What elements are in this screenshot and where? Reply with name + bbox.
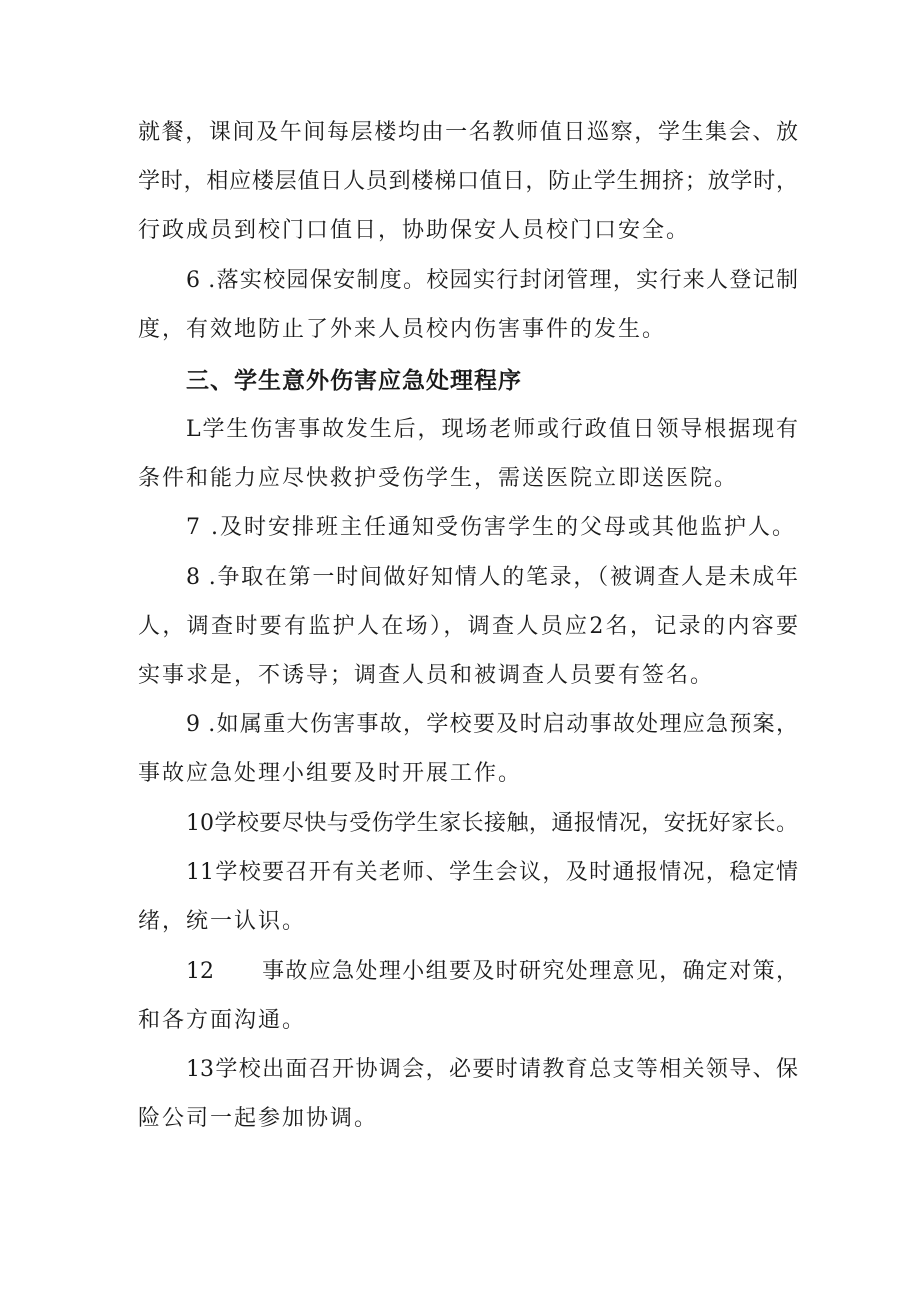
text-line: 条件和能力应尽快救护受伤学生，需送医院立即送医院。: [138, 466, 739, 491]
text-line: 就餐，课间及午间每层楼均由一名教师值日巡察，学生集会、放: [138, 120, 798, 145]
text-line: 学时，相应楼层值日人员到楼梯口值日，防止学生拥挤；放学时，: [138, 169, 798, 194]
text-line: 7 .及时安排班主任通知受伤害学生的父母或其他监护人。: [186, 515, 796, 540]
text-line: 10学校要尽快与受伤学生家长接触，通报情况，安抚好家长。: [186, 811, 798, 836]
text-line: 实事求是，不诱导；调查人员和被调查人员要有签名。: [138, 663, 715, 688]
text-line: 人，调查时要有监护人在场），调查人员应2名，记录的内容要: [138, 614, 798, 639]
text-line: 事故应急处理小组要及时开展工作。: [138, 761, 523, 786]
text-line: 度，有效地防止了外来人员校内伤害事件的发生。: [138, 317, 667, 342]
text-line: 险公司一起参加协调。: [138, 1106, 379, 1131]
text-line: 绪，统一认识。: [138, 909, 307, 934]
text-line: 9 .如属重大伤害事故，学校要及时启动事故处理应急预案，: [186, 712, 798, 737]
section-heading: 三、学生意外伤害应急处理程序: [186, 368, 522, 394]
text-line: 11学校要召开有关老师、学生会议，及时通报情况，稳定情: [186, 860, 798, 885]
text-line: 行政成员到校门口值日，协助保安人员校门口安全。: [138, 218, 691, 243]
text-line: 6 .落实校园保安制度。校园实行封闭管理，实行来人登记制: [186, 268, 798, 293]
text-line: 8 .争取在第一时间做好知情人的笔录，（被调查人是未成年: [186, 565, 798, 590]
text-line: L学生伤害事故发生后，现场老师或行政值日领导根据现有: [186, 417, 798, 442]
text-line: 12 事故应急处理小组要及时研究处理意见，确定对策，: [186, 959, 798, 984]
text-line: 13学校出面召开协调会，必要时请教育总支等相关领导、保: [186, 1057, 798, 1082]
text-line: 和各方面沟通。: [138, 1008, 307, 1033]
